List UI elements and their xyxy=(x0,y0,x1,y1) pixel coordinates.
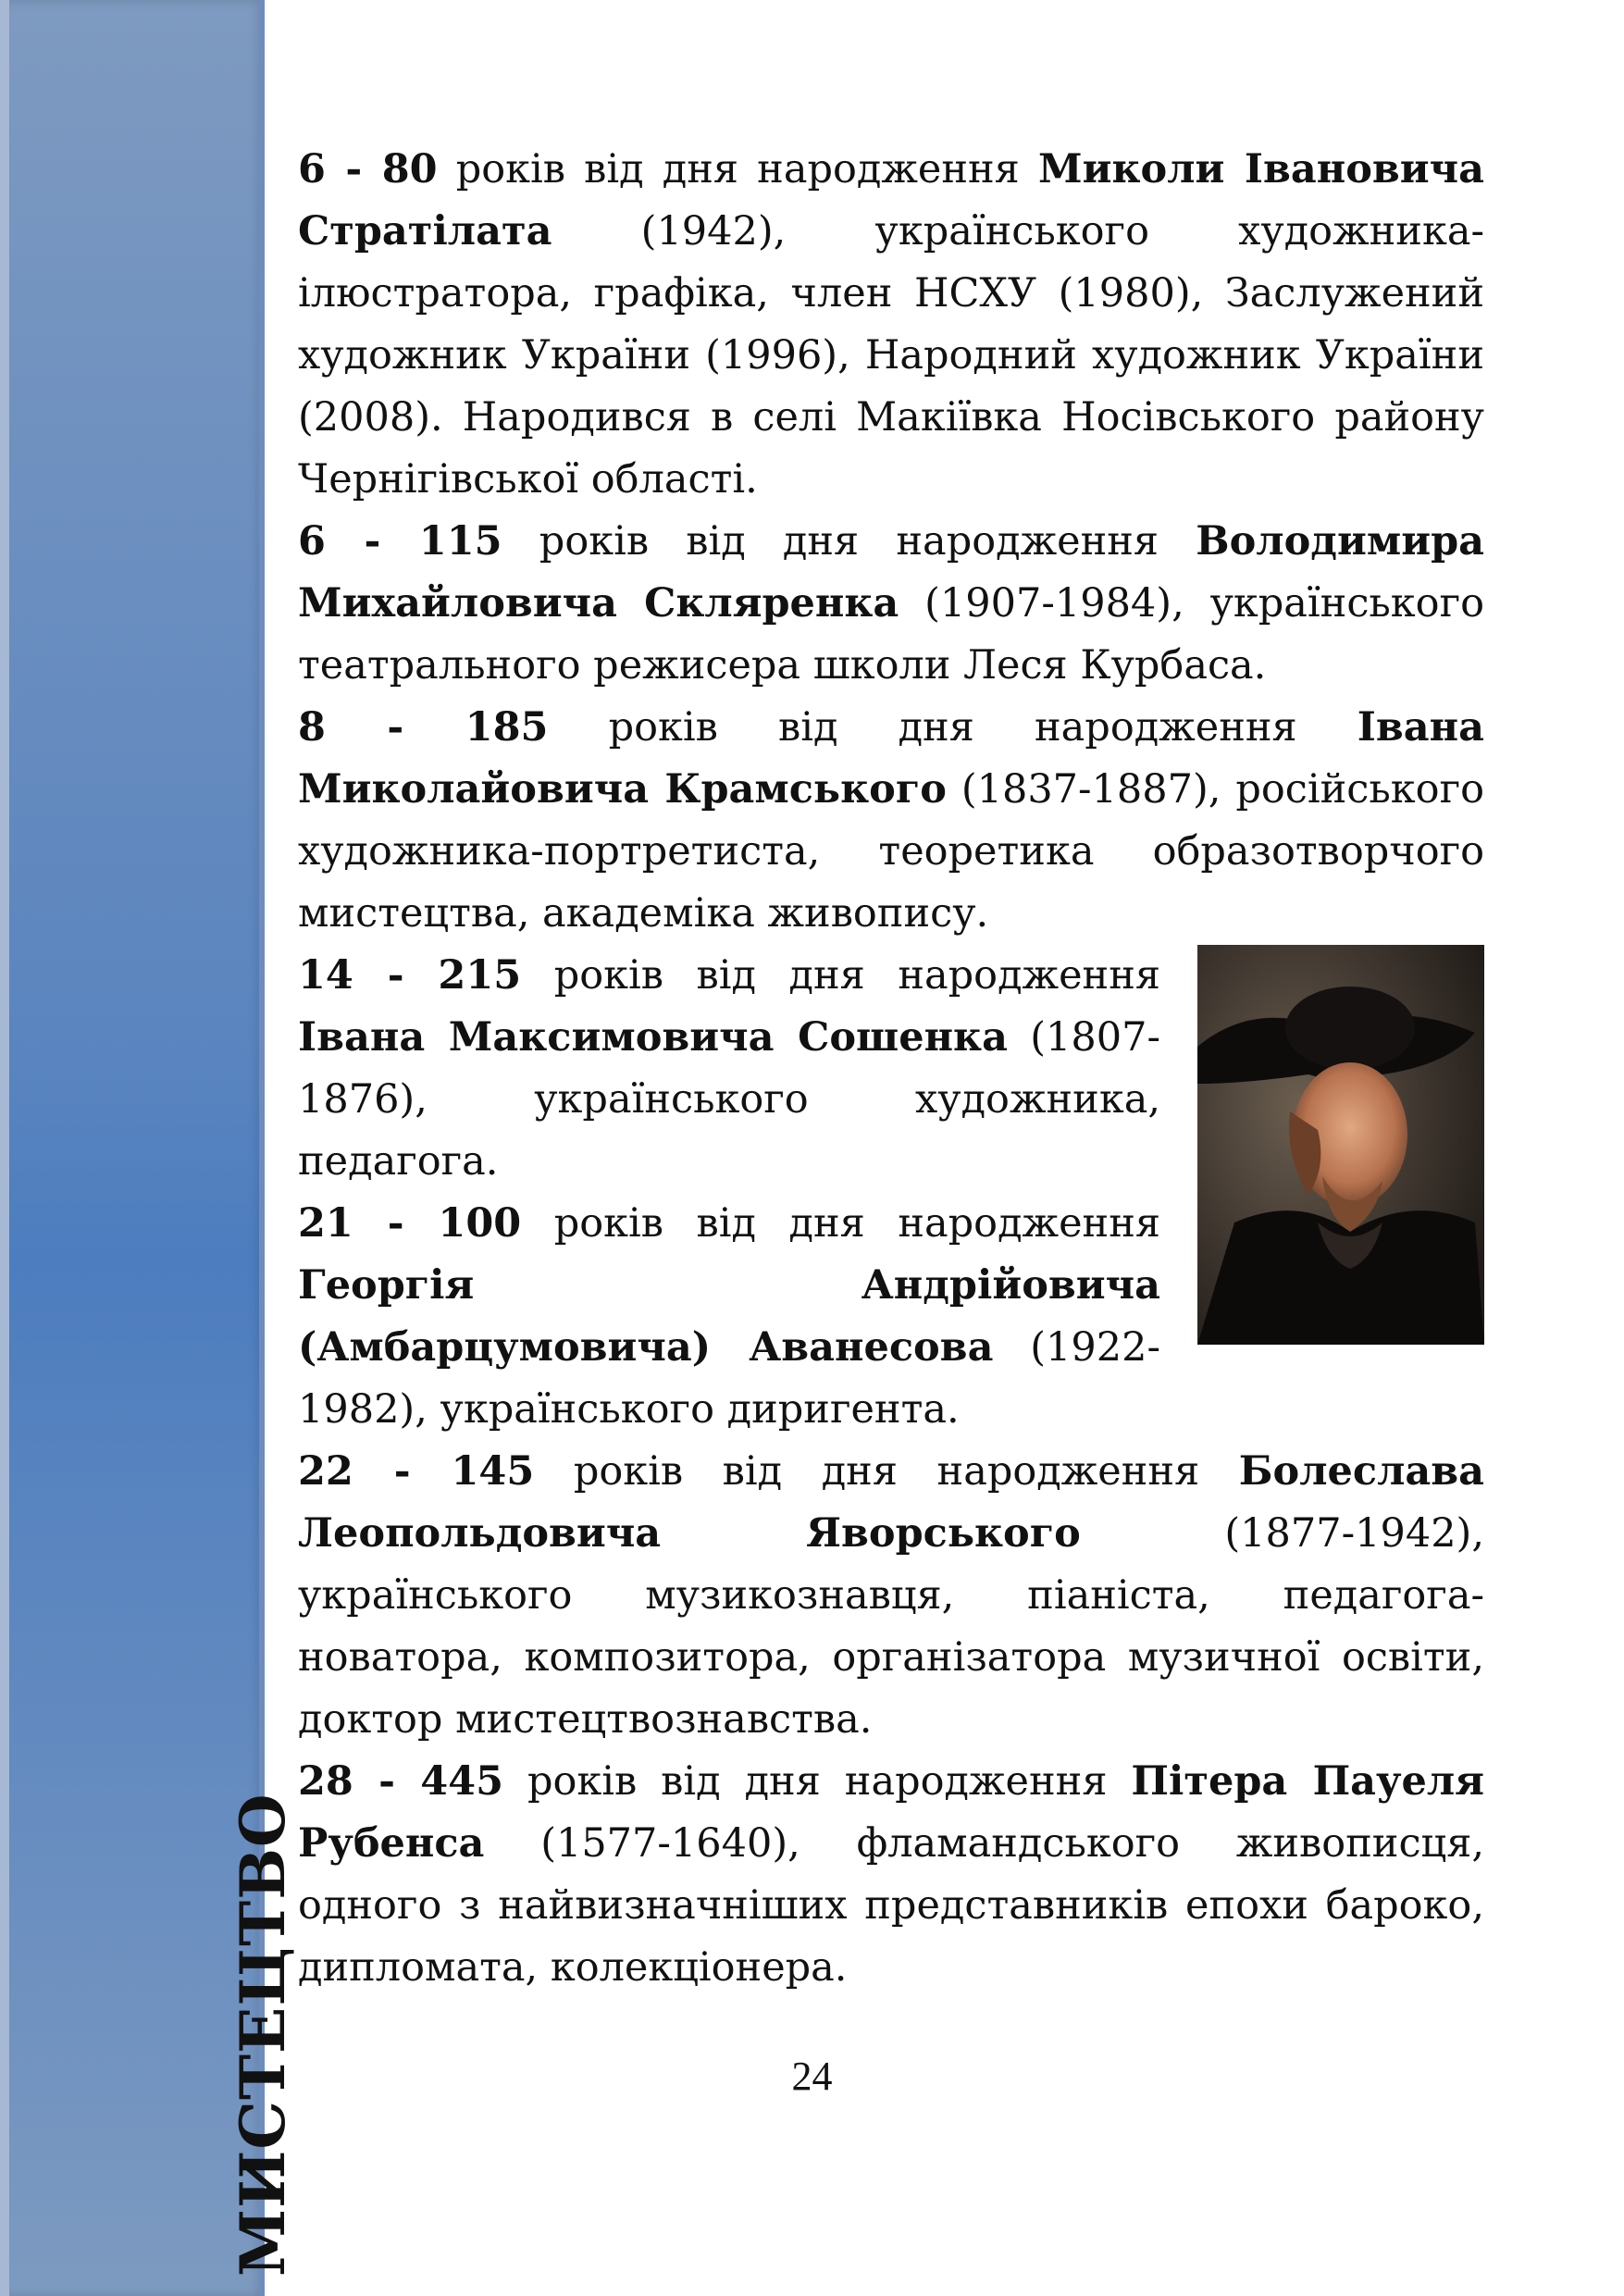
entry-text: років від дня народження xyxy=(521,952,1160,999)
entry-date: 28 - 445 xyxy=(298,1758,503,1805)
entry-description: (1577-1640), фламандського живописця, одного з найвизначніших представників епохи бароко, дипломата, колекціонера. xyxy=(298,1820,1484,1991)
entry-person-name: Володимира Михайловича Скляренка xyxy=(298,518,1485,627)
portrait-painting xyxy=(1197,945,1484,1345)
entry-description: (1922-1982), українського диригента. xyxy=(298,1324,1160,1433)
page-number: 24 xyxy=(791,2054,833,2099)
section-side-band xyxy=(0,0,265,2296)
section-title: МИСТЕЦТВО xyxy=(227,1793,299,2277)
portrait-image xyxy=(1197,945,1484,1345)
entry-rubens xyxy=(298,1751,1484,1999)
entry-person-name: Миколи Івановича Стратілата xyxy=(298,146,1484,254)
entry-date: 6 - 80 xyxy=(298,146,438,192)
entry-description: (1877-1942), українського музикознавця, піаніста, педагога-новатора, композитора, організатора музичної освіти, доктор мистецтвознавства. xyxy=(298,1510,1484,1743)
entry-yavorskyi xyxy=(298,1441,1484,1751)
entry-text: років від дня народження xyxy=(437,146,1038,192)
entry-text: років від дня народження xyxy=(534,1448,1239,1495)
entry-date: 8 - 185 xyxy=(298,704,549,751)
anniversary-list xyxy=(298,139,1484,1999)
entry-text: років від дня народження xyxy=(521,1200,1160,1247)
entry-date: 22 - 145 xyxy=(298,1448,535,1495)
side-band-edge xyxy=(0,0,9,2296)
entry-description: (1807-1876), українського художника, педагога. xyxy=(298,1014,1160,1185)
entry-description: (1907-1984), українського театрального режисера школи Леся Курбаса. xyxy=(298,580,1484,689)
entry-date: 21 - 100 xyxy=(298,1200,522,1247)
entry-person-name: Івана Миколайовича Крамського xyxy=(298,704,1484,813)
entry-description: (1837-1887), російського художника-портретиста, теоретика образотворчого мистецтва, академіка живопису. xyxy=(298,766,1484,937)
entry-description: (1942), українського художника-ілюстратора, графіка, член НСХУ (1980), Заслужений художник України (1996), Народний художник України (2008). Народився в селі Макіївка Носівського району Чернігівської області. xyxy=(298,208,1484,503)
entry-person-name: Георгія Андрійовича (Амбарцумовича) Аванесова xyxy=(298,1262,1160,1371)
entry-text: років від дня народження xyxy=(502,518,1196,565)
entry-stratilat xyxy=(298,139,1484,511)
entry-date: 14 - 215 xyxy=(298,952,522,999)
entry-skliarenko xyxy=(298,511,1484,697)
entry-kramskoi xyxy=(298,697,1484,945)
entry-text: років від дня народження xyxy=(548,704,1357,751)
entry-person-name: Пітера Пауеля Рубенса xyxy=(298,1758,1484,1867)
entry-text: років від дня народження xyxy=(502,1758,1132,1805)
entry-person-name: Болеслава Леопольдовича Яворського xyxy=(298,1448,1484,1557)
entry-person-name: Івана Максимовича Сошенка xyxy=(298,1014,1008,1061)
entry-date: 6 - 115 xyxy=(298,518,502,565)
